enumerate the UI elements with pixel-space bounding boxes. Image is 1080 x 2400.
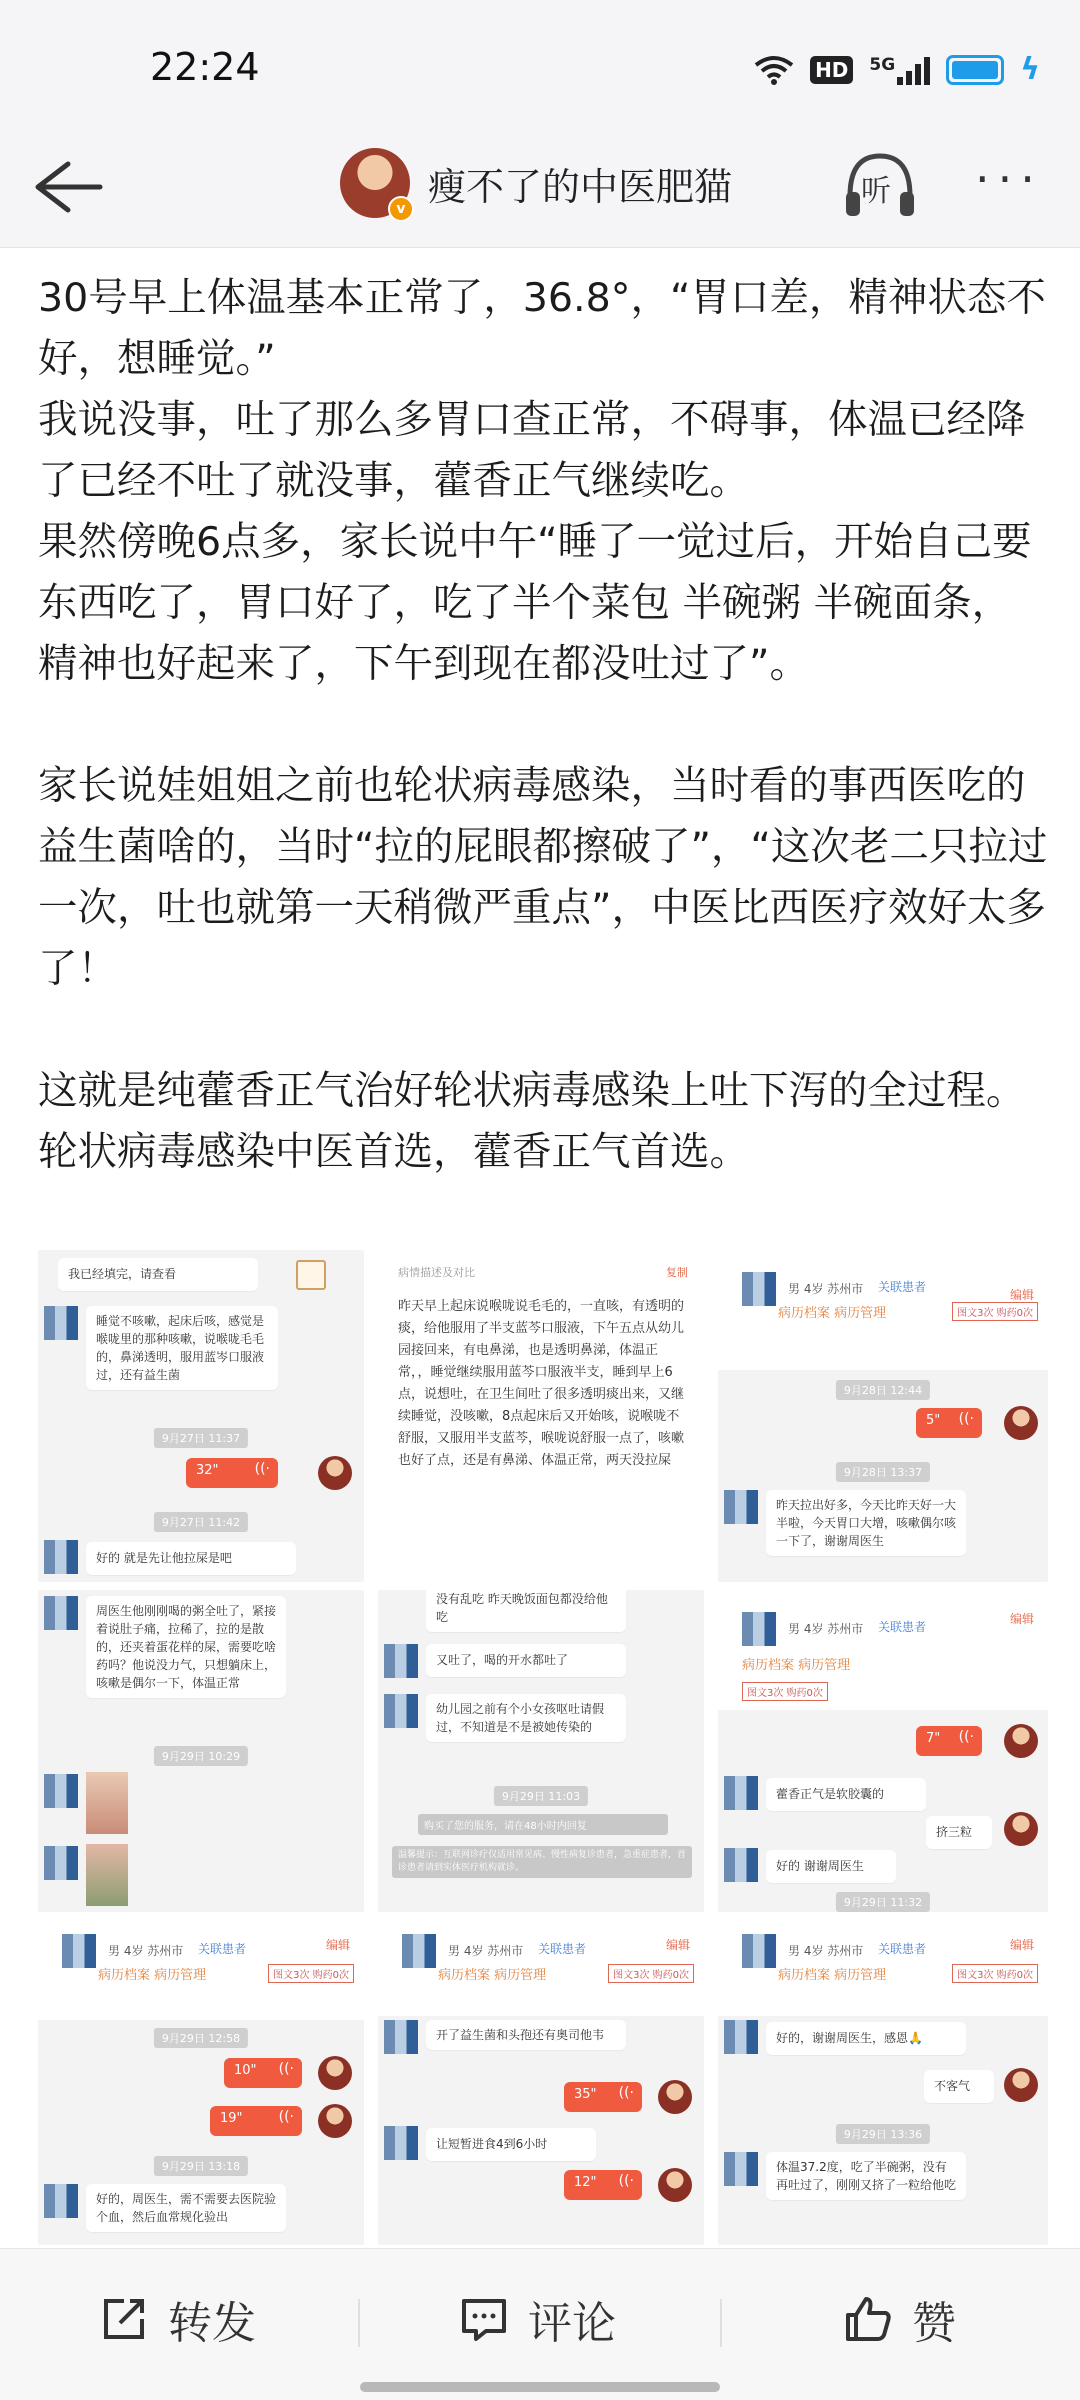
voice-wave-icon: ((· <box>278 2061 294 2077</box>
voice-duration: 5" <box>926 1413 941 1428</box>
system-notice: 温馨提示：互联网诊疗仅适用常见病、慢性病复诊患者，急重症患者，首诊患者请到实体医疗机构就诊。 <box>392 1846 692 1878</box>
comment-label: 评论 <box>528 2298 616 2349</box>
chat-message: 藿香正气是软胶囊的 <box>766 1778 926 1811</box>
voice-wave-icon: ((· <box>618 2085 634 2101</box>
patient-info: 男 4岁 苏州市 <box>448 1944 524 1958</box>
voice-duration: 10" <box>234 2063 257 2078</box>
battery-icon <box>946 55 1004 85</box>
section-title: 病情描述及对比 <box>398 1266 475 1279</box>
post-paragraph: 家长说娃姐姐之前也轮状病毒感染，当时看的事西医吃的益生菌啥的，当时“拉的屁眼都擦破了”，“这次老二只拉过一次，吐也就第一天稍微严重点”，中医比西医疗效好太多了！ <box>38 763 1048 992</box>
patient-avatar <box>44 2184 78 2218</box>
comment-button[interactable] <box>458 2289 616 2349</box>
patient-avatar <box>384 1644 418 1678</box>
more-options-icon[interactable]: ··· <box>975 152 1043 206</box>
timestamp: 9月29日 11:32 <box>836 1892 930 1912</box>
description-text: 昨天早上起床说喉咙说毛毛的，一直咳，有透明的痰，给他服用了半支蓝芩口服液，下午五点从幼儿园接回来，有电鼻涕，也是透明鼻涕，体温正常，，睡觉继续服用蓝芩口服液半支，睡到早上6点，说想吐，在卫生间吐了很多透明痰出来，又继续睡觉，没咳嗽，8点起床后又开始咳，说喉咙不舒服，又服用半支蓝芩，喉咙说舒服一点了，咳嗽也好了点，还是有鼻涕、体温正常，两天没拉屎 <box>398 1299 685 1468</box>
like-label: 赞 <box>912 2298 956 2349</box>
consult-count-badge: 图文3次 购药0次 <box>268 1964 354 1983</box>
consult-count-badge: 图文3次 购药0次 <box>952 1302 1038 1321</box>
voice-message[interactable] <box>224 2058 302 2088</box>
chat-screenshot-5[interactable] <box>378 1590 704 1912</box>
chat-message: 挤三粒 <box>926 1816 992 1849</box>
chat-message: 不客气 <box>924 2070 994 2103</box>
chat-message: 我已经填完，请查看 <box>58 1258 258 1291</box>
patient-avatar <box>62 1934 96 1968</box>
chat-message: 体温37.2度，吃了半碗粥，没有再吐过了，刚刚又挤了一粒给他吃 <box>766 2152 966 2200</box>
divider <box>720 2299 722 2347</box>
system-notice: 购买了您的服务，请在48小时内回复 <box>418 1814 668 1835</box>
action-bar <box>0 2248 1080 2400</box>
chat-message: 好的，谢谢周医生，感恩🙏 <box>766 2022 966 2055</box>
timestamp: 9月28日 12:44 <box>836 1380 930 1400</box>
timestamp: 9月27日 11:42 <box>154 1512 248 1532</box>
voice-message[interactable] <box>916 1408 982 1438</box>
patient-avatar <box>402 1934 436 1968</box>
linked-patient-link[interactable]: 关联患者 <box>198 1942 247 1956</box>
chat-screenshot-3[interactable] <box>718 1250 1048 1582</box>
chat-message: 没有乱吃 昨天晚饭面包都没给他吃 <box>426 1590 626 1632</box>
document-icon <box>296 1260 326 1290</box>
chat-message: 让短暂进食4到6小时 <box>426 2128 596 2161</box>
linked-patient-link[interactable]: 关联患者 <box>878 1280 927 1294</box>
doctor-avatar <box>318 2104 352 2138</box>
patient-avatar <box>742 1272 776 1306</box>
voice-duration: 19" <box>220 2111 243 2126</box>
timestamp: 9月27日 11:37 <box>154 1428 248 1448</box>
patient-info: 男 4岁 苏州市 <box>788 1282 864 1296</box>
consult-count-badge: 图文3次 购药0次 <box>952 1964 1038 1983</box>
charging-icon: ϟ <box>1020 52 1040 87</box>
consult-count-badge: 图文3次 购药0次 <box>608 1964 694 1983</box>
photo-thumbnail[interactable] <box>86 1772 128 1834</box>
edit-button[interactable]: 编辑 <box>325 1938 350 1952</box>
edit-button[interactable]: 编辑 <box>1009 1938 1034 1952</box>
timestamp: 9月29日 13:36 <box>836 2124 930 2144</box>
patient-avatar <box>44 1846 78 1880</box>
thumbs-up-icon <box>842 2293 894 2345</box>
like-button[interactable] <box>842 2289 956 2349</box>
linked-patient-link[interactable]: 关联患者 <box>878 1942 927 1956</box>
doctor-avatar <box>1004 1724 1038 1758</box>
chat-message: 睡觉不咳嗽，起床后咳，感觉是喉咙里的那种咳嗽，说喉咙毛毛的，鼻涕透明，服用蓝岑口服液过，还有益生菌 <box>86 1306 278 1390</box>
timestamp: 9月29日 13:18 <box>154 2156 248 2176</box>
record-tabs[interactable]: 病历档案 病历管理 <box>438 1968 547 1983</box>
record-tabs[interactable]: 病历档案 病历管理 <box>742 1658 851 1673</box>
voice-message[interactable] <box>210 2106 302 2136</box>
post-paragraph: 30号早上体温基本正常了，36.8°，“胃口差，精神状态不好，想睡觉。” 我说没事，吐了那么多胃口查正常，不碍事，体温已经降了已经不吐了就没事，藿香正气继续吃。 果然傍晚6点多，家长说中午“睡了一觉过后，开始自己要东西吃了，胃口好了，吃了半个菜包 半碗粥 半碗面条，精神也好起来了，下午到现在都没吐过了”。 <box>38 275 1046 687</box>
patient-card <box>38 1920 364 2020</box>
patient-avatar <box>724 2152 758 2186</box>
chat-message: 幼儿园之前有个小女孩呕吐请假过，不知道是不是被她传染的 <box>426 1694 626 1742</box>
patient-avatar <box>724 1848 758 1882</box>
consult-count-badge: 图文3次 购药0次 <box>742 1682 828 1701</box>
doctor-avatar <box>318 1456 352 1490</box>
voice-message[interactable] <box>186 1458 278 1488</box>
image-grid <box>38 1250 1048 2245</box>
doctor-avatar <box>1004 1812 1038 1846</box>
doctor-avatar <box>1004 1406 1038 1440</box>
patient-avatar <box>742 1612 776 1646</box>
chat-message: 周医生他刚刚喝的粥全吐了，紧接着说肚子痛，拉稀了，拉的是散的，还夹着蛋花样的屎，需要吃啥药吗？他说没力气，只想躺床上，咳嗽是偶尔一下，体温正常 <box>86 1596 286 1698</box>
chat-message: 又吐了，喝的开水都吐了 <box>426 1644 626 1677</box>
record-tabs[interactable]: 病历档案 病历管理 <box>98 1968 207 1983</box>
home-indicator[interactable] <box>360 2382 720 2392</box>
status-bar <box>0 0 1080 130</box>
repost-button[interactable] <box>98 2289 256 2349</box>
voice-message[interactable] <box>916 1726 982 1756</box>
chat-message: 好的，周医生，需不需要去医院验个血，然后血常规化验出 <box>86 2184 286 2232</box>
patient-avatar <box>724 1490 758 1524</box>
wifi-icon <box>754 55 794 85</box>
status-time: 22:24 <box>150 45 260 89</box>
patient-avatar <box>384 2126 418 2160</box>
chat-message: 好的 谢谢周医生 <box>766 1850 896 1883</box>
doctor-avatar <box>658 2080 692 2114</box>
doctor-avatar <box>318 2056 352 2090</box>
voice-duration: 35" <box>574 2087 597 2102</box>
network-type: 5G <box>869 54 896 75</box>
timestamp: 9月29日 12:58 <box>154 2028 248 2048</box>
comment-icon <box>458 2293 510 2345</box>
author-name[interactable]: 瘦不了的中医肥猫 <box>428 165 733 209</box>
patient-avatar <box>44 1540 78 1574</box>
chat-screenshot-2[interactable] <box>378 1250 704 1582</box>
voice-duration: 12" <box>574 2175 597 2190</box>
chat-message: 好的 就是先让他拉屎是吧 <box>86 1542 296 1575</box>
author-avatar[interactable] <box>340 148 410 218</box>
timestamp: 9月29日 11:03 <box>494 1786 588 1806</box>
patient-avatar <box>724 1776 758 1810</box>
linked-patient-link[interactable]: 关联患者 <box>538 1942 587 1956</box>
back-arrow-icon[interactable] <box>28 152 108 222</box>
voice-wave-icon: ((· <box>254 1461 270 1477</box>
voice-wave-icon: ((· <box>958 1729 974 1745</box>
status-icons <box>754 52 1040 87</box>
voice-message[interactable] <box>564 2082 642 2112</box>
post-paragraph: 这就是纯藿香正气治好轮状病毒感染上吐下泻的全过程。轮状病毒感染中医首选，藿香正气首选。 <box>38 1068 1026 1175</box>
patient-avatar <box>384 1694 418 1728</box>
voice-duration: 7" <box>926 1731 941 1746</box>
patient-info: 男 4岁 苏州市 <box>108 1944 184 1958</box>
chat-message: 昨天拉出好多，今天比昨天好一大半啦，今天胃口大增，咳嗽偶尔咳一下了，谢谢周医生 <box>766 1490 966 1556</box>
post-body <box>38 268 1048 1183</box>
patient-info: 男 4岁 苏州市 <box>788 1622 864 1636</box>
voice-wave-icon: ((· <box>958 1411 974 1427</box>
patient-info: 男 4岁 苏州市 <box>788 1944 864 1958</box>
patient-card <box>718 1250 1048 1370</box>
edit-button[interactable]: 编辑 <box>1009 1288 1034 1302</box>
chat-screenshot-4[interactable] <box>38 1590 364 1912</box>
voice-wave-icon: ((· <box>278 2109 294 2125</box>
record-tabs[interactable]: 病历档案 病历管理 <box>778 1968 887 1983</box>
chat-screenshot-9[interactable] <box>718 1920 1048 2245</box>
repost-label: 转发 <box>168 2298 256 2349</box>
edit-button[interactable]: 编辑 <box>665 1938 690 1952</box>
post-header <box>0 130 1080 248</box>
timestamp: 9月29日 10:29 <box>154 1746 248 1766</box>
voice-wave-icon: ((· <box>618 2173 634 2189</box>
listen-label: 听 <box>861 174 891 209</box>
chat-screenshot-6[interactable] <box>718 1590 1048 1912</box>
patient-avatar <box>384 2020 418 2054</box>
voice-message[interactable] <box>564 2170 642 2200</box>
doctor-avatar <box>1004 2068 1038 2102</box>
chat-screenshot-1[interactable] <box>38 1250 364 1582</box>
chat-screenshot-8[interactable] <box>378 1920 704 2245</box>
patient-card <box>718 1590 1048 1710</box>
voice-duration: 32" <box>196 1463 219 1478</box>
edit-button[interactable]: 编辑 <box>1009 1612 1034 1626</box>
patient-card <box>378 1920 704 2016</box>
patient-card <box>718 1920 1048 2016</box>
photo-thumbnail[interactable] <box>86 1844 128 1906</box>
patient-avatar <box>742 1934 776 1968</box>
copy-button[interactable]: 复制 <box>666 1266 688 1279</box>
doctor-avatar <box>658 2168 692 2202</box>
patient-avatar <box>724 2020 758 2054</box>
linked-patient-link[interactable]: 关联患者 <box>878 1620 927 1634</box>
patient-avatar <box>44 1774 78 1808</box>
verified-icon: v <box>388 196 414 222</box>
repost-icon <box>98 2293 150 2345</box>
chat-screenshot-7[interactable] <box>38 1920 364 2245</box>
timestamp: 9月28日 13:37 <box>836 1462 930 1482</box>
chat-message: 开了益生菌和头孢还有奥司他韦 <box>426 2020 626 2050</box>
hd-icon: HD <box>810 56 853 84</box>
record-tabs[interactable]: 病历档案 病历管理 <box>778 1306 887 1321</box>
signal-icon <box>897 55 930 85</box>
patient-avatar <box>44 1596 78 1630</box>
patient-avatar <box>44 1306 78 1340</box>
divider <box>358 2299 360 2347</box>
listen-button[interactable] <box>840 146 920 226</box>
